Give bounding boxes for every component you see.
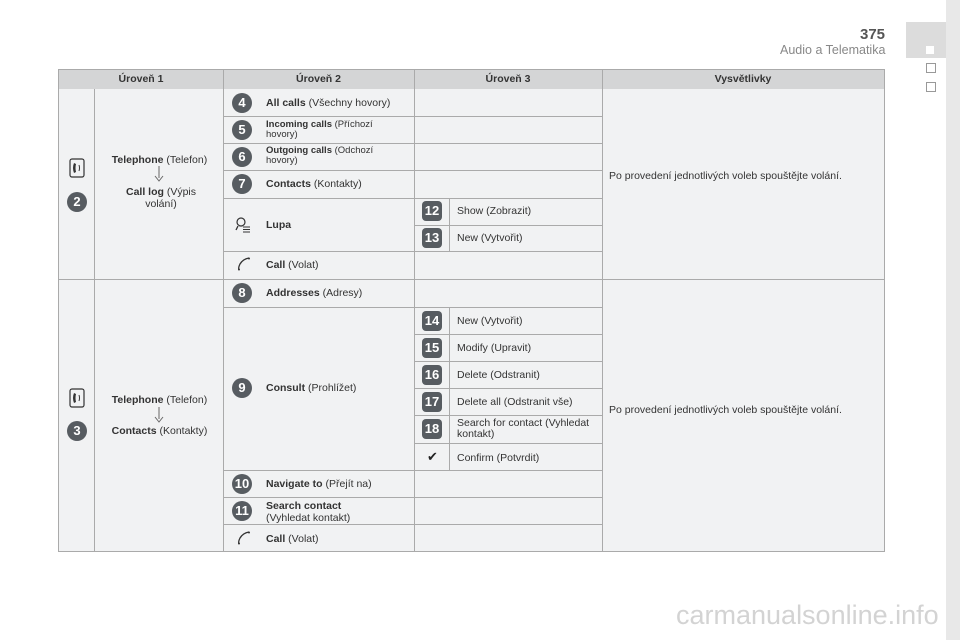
row-divider (223, 497, 602, 498)
level3-delete-all: Delete all (Odstranit vše) (457, 396, 573, 408)
badge-12: 12 (422, 201, 442, 221)
tab-marker (926, 63, 936, 73)
badge-17: 17 (422, 392, 442, 412)
level1-telephone: Telephone (Telefon) (111, 154, 208, 166)
handset-icon (237, 531, 251, 545)
badge-16: 16 (422, 365, 442, 385)
badge-11: 11 (232, 501, 252, 521)
level2-addresses: Addresses (Adresy) (266, 287, 363, 299)
row-divider (414, 361, 602, 362)
row-divider (223, 470, 602, 471)
row-divider (414, 415, 602, 416)
level2-all-calls: All calls (Všechny hovory) (266, 97, 391, 109)
level2-contacts: Contacts (Kontakty) (266, 178, 362, 190)
arrow-down-icon (154, 407, 164, 423)
badge-3: 3 (67, 421, 87, 441)
header-level3: Úroveň 3 (485, 73, 531, 85)
level1-call-log: Call log (Výpis volání) (125, 186, 196, 210)
header-explanation: Vysvětlivky (714, 73, 772, 85)
row-divider (223, 198, 602, 199)
table-header (59, 70, 884, 89)
badge-6: 6 (232, 147, 252, 167)
page-title: Audio a Telematika (780, 43, 886, 57)
badge-2: 2 (67, 192, 87, 212)
badge-10: 10 (232, 474, 252, 494)
section-divider (59, 279, 884, 280)
level1-telephone: Telephone (Telefon) (111, 394, 208, 406)
menu-table (58, 69, 885, 552)
row-divider (414, 388, 602, 389)
badge-14: 14 (422, 311, 442, 331)
watermark: carmanualsonline.info (676, 600, 939, 630)
badge-8: 8 (232, 283, 252, 303)
badge-18: 18 (422, 419, 442, 439)
col-divider (94, 89, 95, 551)
level2-call: Call (Volat) (266, 259, 319, 271)
row-divider (223, 170, 602, 171)
level2-navigate-to: Navigate to (Přejít na) (266, 478, 372, 490)
explanation-2: Po provedení jednotlivých voleb spouštějte volání. (609, 404, 842, 416)
row-divider (414, 225, 602, 226)
badge-4: 4 (232, 93, 252, 113)
level1-contacts: Contacts (Kontakty) (111, 425, 208, 437)
level2-outgoing-calls: Outgoing calls (Odchozí hovory) (266, 145, 374, 166)
level2-search-contact: Search contact (Vyhledat kontakt) (266, 500, 351, 524)
row-divider (223, 524, 602, 525)
side-bar (946, 0, 960, 640)
badge-15: 15 (422, 338, 442, 358)
header-level2: Úroveň 2 (296, 73, 341, 85)
level2-lupa: Lupa (266, 219, 292, 231)
row-divider (223, 307, 602, 308)
phone-icon (69, 388, 85, 408)
level3-modify: Modify (Upravit) (457, 342, 532, 354)
arrow-down-icon (154, 166, 164, 182)
level3-search-for-contact: Search for contact (Vyhledat kontakt) (457, 417, 590, 440)
badge-7: 7 (232, 174, 252, 194)
level3-new: New (Vytvořit) (457, 315, 523, 327)
level3-delete: Delete (Odstranit) (457, 369, 540, 381)
header-level1: Úroveň 1 (118, 73, 164, 85)
badge-9: 9 (232, 378, 252, 398)
col-divider (602, 70, 603, 551)
row-divider (223, 116, 602, 117)
level3-show: Show (Zobrazit) (457, 205, 532, 217)
checkmark-icon: ✔ (427, 449, 438, 464)
level2-incoming-calls: Incoming calls (Příchozí hovory) (266, 119, 373, 140)
handset-icon (237, 257, 251, 271)
row-divider (414, 334, 602, 335)
level3-new: New (Vytvořit) (457, 232, 523, 244)
badge-5: 5 (232, 120, 252, 140)
row-divider (223, 143, 602, 144)
magnifier-list-icon (235, 217, 251, 233)
level3-confirm: Confirm (Potvrdit) (457, 452, 540, 464)
row-divider (223, 251, 602, 252)
page-number: 375 (860, 26, 886, 43)
tab-marker (926, 82, 936, 92)
badge-13: 13 (422, 228, 442, 248)
row-divider (414, 443, 602, 444)
phone-icon (69, 158, 85, 178)
level2-call: Call (Volat) (266, 533, 319, 545)
level2-consult: Consult (Prohlížet) (266, 382, 357, 394)
explanation-1: Po provedení jednotlivých voleb spouštějte volání. (609, 170, 842, 182)
tab-marker-active (926, 46, 934, 54)
